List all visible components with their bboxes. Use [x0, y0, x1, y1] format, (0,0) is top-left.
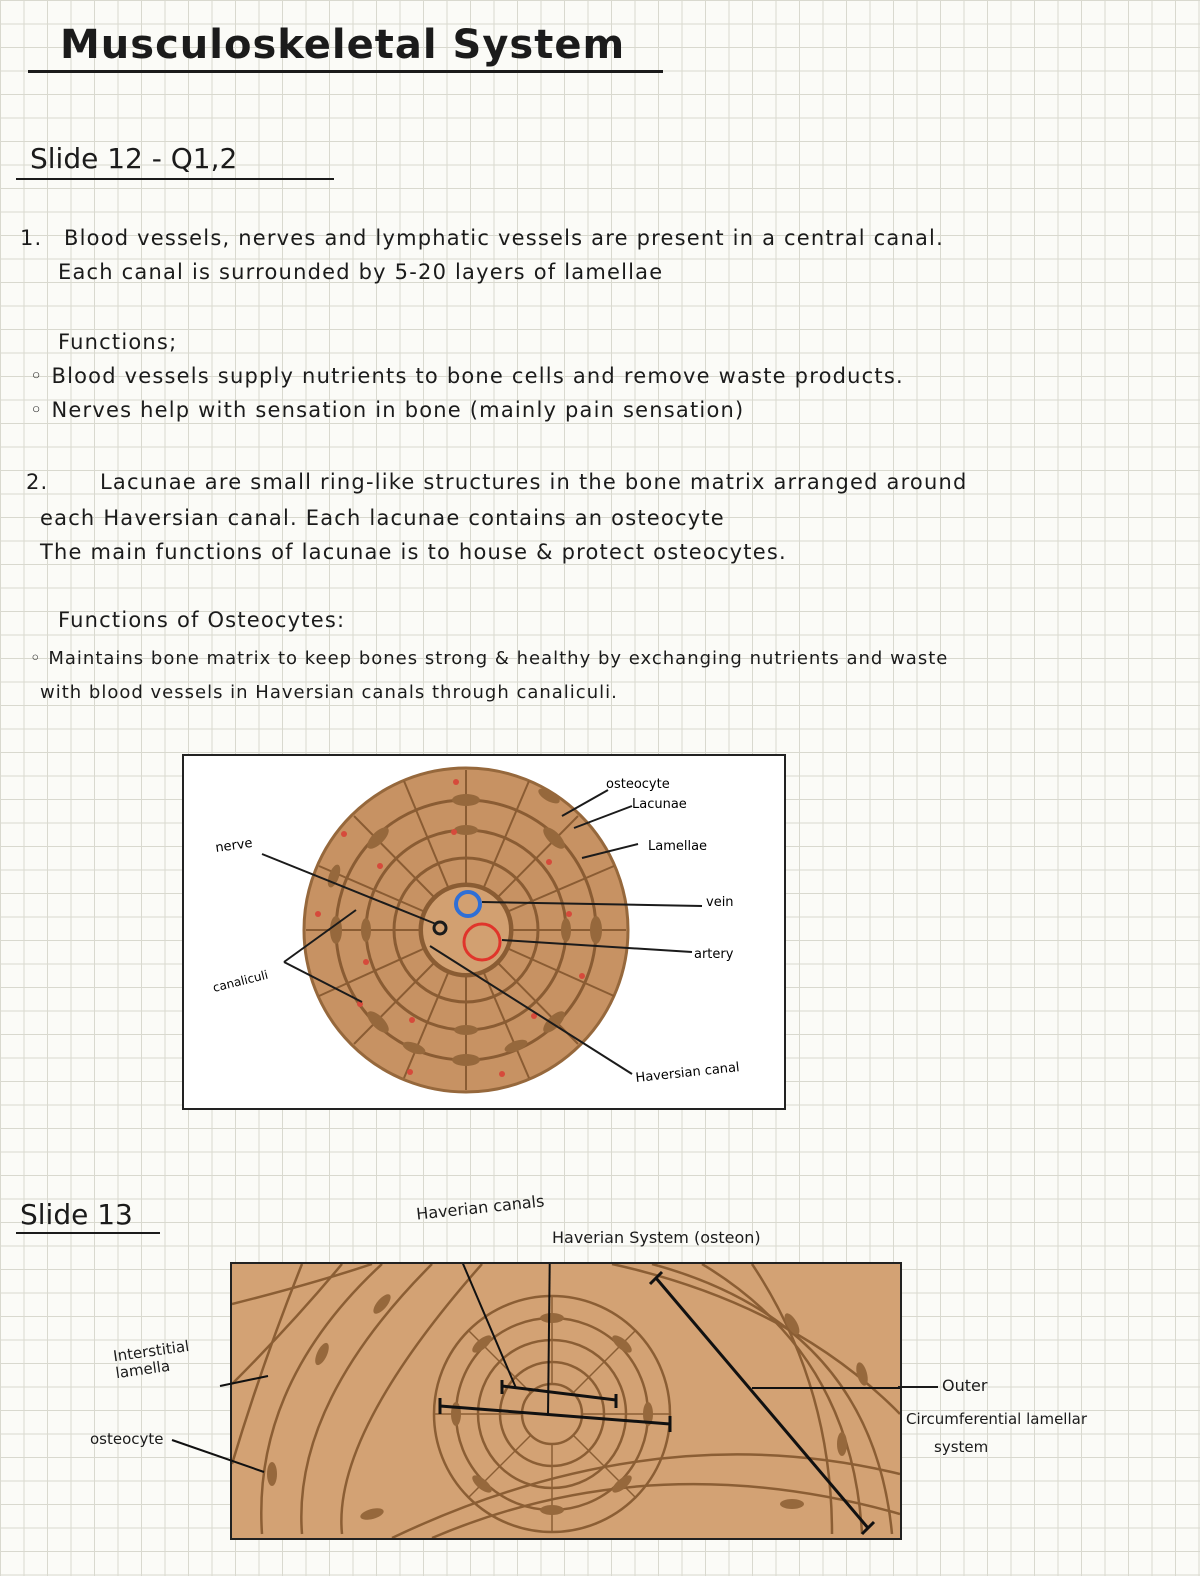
compact-bone-diagram — [232, 1264, 900, 1538]
q1-bullet-1-text: Blood vessels supply nutrients to bone cells and remove waste products. — [51, 364, 904, 388]
outer-lamellae-arcs — [232, 1264, 900, 1538]
q1-number: 1. — [20, 226, 43, 250]
label-haversian-system: Haverian System (osteon) — [552, 1228, 761, 1247]
label-haversian-canal: Haversian canal — [634, 1060, 741, 1086]
section-heading-slide-12: Slide 12 - Q1,2 — [30, 142, 238, 175]
label-outer-2: Circumferential lamellar — [906, 1410, 1087, 1428]
figure-compact-bone — [230, 1262, 902, 1540]
label-lamellae: Lamellae — [648, 839, 708, 854]
label-outer: Outer — [942, 1376, 988, 1395]
page-title: Musculoskeletal System — [60, 22, 626, 68]
q2-bullet-line-2: with blood vessels in Haversian canals through canaliculi. — [40, 682, 618, 703]
section-heading-underline — [16, 178, 334, 180]
label-canaliculi: canaliculi — [211, 967, 270, 995]
figure-osteon-cross-section — [182, 754, 786, 1110]
q2-line-3: The main functions of lacunae is to house & protect osteocytes. — [40, 540, 787, 564]
label-osteocyte-2: osteocyte — [90, 1430, 164, 1448]
label-artery: artery — [694, 947, 734, 962]
q1-line-2: Each canal is surrounded by 5-20 layers of lamellae — [58, 260, 664, 284]
side-pointer-lines — [160, 1360, 280, 1480]
q2-number: 2. — [26, 470, 49, 494]
q2-bullet-line-1: ◦ Maintains bone matrix to keep bones strong & healthy by exchanging nutrients and waste — [30, 648, 949, 669]
q1-bullet-2-text: Nerves help with sensation in bone (mainly pain sensation) — [51, 398, 745, 422]
label-lacunae: Lacunae — [632, 797, 687, 812]
label-osteocyte: osteocyte — [606, 777, 670, 792]
q1-bullet-1: ◦ Blood vessels supply nutrients to bone cells and remove waste products. — [30, 364, 904, 388]
label-vein: vein — [706, 895, 734, 910]
label-nerve: nerve — [214, 835, 254, 856]
q1-functions-heading: Functions; — [58, 330, 178, 354]
label-outer-3: system — [934, 1438, 989, 1456]
q2-bullet-text-1: Maintains bone matrix to keep bones strong & healthy by exchanging nutrients and waste — [48, 648, 949, 669]
q1-bullet-2: ◦ Nerves help with sensation in bone (mainly pain sensation) — [30, 398, 745, 422]
section-heading-13-underline — [16, 1232, 160, 1234]
outer-pointer-line — [898, 1386, 938, 1388]
section-heading-slide-13: Slide 13 — [20, 1198, 133, 1231]
title-underline — [28, 70, 663, 73]
q2-line-2: each Haversian canal. Each lacunae contains an osteocyte — [40, 506, 725, 530]
osteon-diagram — [184, 756, 784, 1108]
q2-line-1: Lacunae are small ring-like structures in the bone matrix arranged around — [100, 470, 968, 494]
label-haversian-canals: Haverian canals — [415, 1191, 546, 1224]
q2-functions-heading: Functions of Osteocytes: — [58, 608, 346, 632]
label-interstitial-lamella: Interstitial lamella — [112, 1336, 191, 1383]
q1-line-1: Blood vessels, nerves and lymphatic vessels are present in a central canal. — [64, 226, 944, 250]
